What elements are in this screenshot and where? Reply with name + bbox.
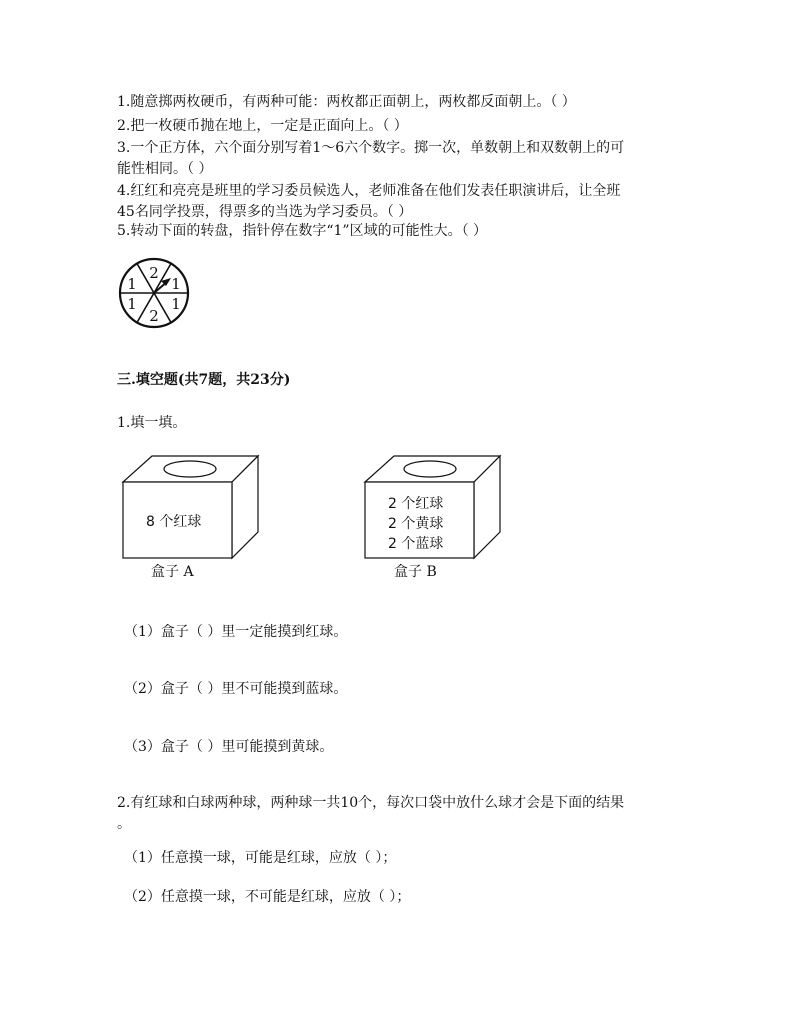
box-b-content: 2 个黄球 [388,516,444,532]
spinner-number: 1 [127,275,137,293]
judgement-q3-line2: 能性相同。（ ） [117,161,213,177]
box-b-opening [404,461,456,477]
judgement-q4-line1: 4.红红和亮亮是班里的学习委员候选人，老师准备在他们发表任职演讲后，让全班 [117,183,621,199]
spinner-number: 2 [149,307,159,325]
sub-question: （2）盒子（ ）里不可能摸到蓝球。 [124,681,348,697]
spinner-number: 2 [149,264,159,282]
box-a-figure [120,452,260,562]
sub-question: （1）任意摸一球，可能是红球，应放（ ）； [124,850,397,866]
judgement-q5: 5.转动下面的转盘，指针停在数字“1”区域的可能性大。（ ） [117,223,488,239]
spinner-number: 1 [171,295,181,313]
box-b-content: 2 个红球 [388,496,444,512]
spinner-number: 1 [171,275,181,293]
question-title: 1.填一填。 [117,415,187,431]
spinner-number: 1 [127,295,137,313]
box-b-content: 2 个蓝球 [388,536,444,552]
sub-question: （1）盒子（ ）里一定能摸到红球。 [124,624,348,640]
section-heading: 三.填空题(共7题，共23分) [117,372,291,388]
judgement-q3-line1: 3.一个正方体，六个面分别写着1～6六个数字。掷一次，单数朝上和双数朝上的可 [117,140,625,156]
box-a-opening [164,461,216,477]
box-b-label: 盒子 B [394,564,437,580]
box-a-content: 8 个红球 [146,514,202,530]
spinner-figure [116,257,192,329]
judgement-q4-line2: 45名同学投票，得票多的当选为学习委员。（ ） [117,204,413,220]
judgement-q2: 2.把一枚硬币抛在地上，一定是正面向上。（ ） [117,118,408,134]
question-title: 2.有红球和白球两种球，两种球一共10个，每次口袋中放什么球才会是下面的结果 [117,795,625,811]
box-b-figure [362,452,504,562]
judgement-q1: 1.随意掷两枚硬币，有两种可能：两枚都正面朝上，两枚都反面朝上。（ ） [117,94,576,110]
box-a-label: 盒子 A [151,564,194,580]
question-title-cont: 。 [117,816,131,832]
sub-question: （2）任意摸一球，不可能是红球，应放（ ）； [124,889,411,905]
sub-question: （3）盒子（ ）里可能摸到黄球。 [124,739,334,755]
